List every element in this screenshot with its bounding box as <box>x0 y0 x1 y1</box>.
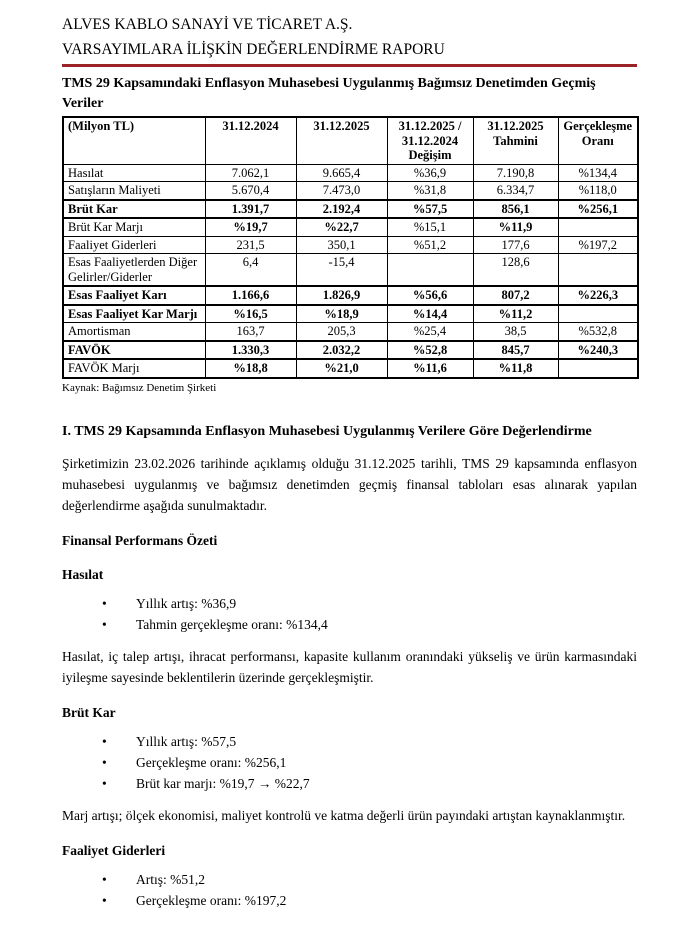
subsection-heading: Hasılat <box>62 566 104 582</box>
table-header-cell: Gerçekleşme Oranı <box>558 117 638 164</box>
document-header <box>62 12 637 62</box>
bullet-list <box>62 869 637 911</box>
financial-table-head <box>63 117 638 164</box>
value-cell: %11,6 <box>387 359 473 378</box>
value-cell: %18,8 <box>205 359 296 378</box>
value-cell: 6.334,7 <box>473 182 558 200</box>
table-row <box>63 236 638 254</box>
value-cell: 205,3 <box>296 323 387 341</box>
value-cell: %31,8 <box>387 182 473 200</box>
value-cell: 7.062,1 <box>205 164 296 182</box>
table-row <box>63 359 638 378</box>
value-cell: -15,4 <box>296 254 387 287</box>
value-cell: 7.190,8 <box>473 164 558 182</box>
value-cell: %14,4 <box>387 305 473 323</box>
value-cell: %51,2 <box>387 236 473 254</box>
table-header-cell: (Milyon TL) <box>63 117 205 164</box>
subsection-1 <box>62 565 637 688</box>
value-cell: 2.032,2 <box>296 341 387 360</box>
row-label-cell: Esas Faaliyet Karı <box>63 286 205 305</box>
value-cell <box>558 218 638 236</box>
value-cell: %25,4 <box>387 323 473 341</box>
company-name: ALVES KABLO SANAYİ VE TİCARET A.Ş. <box>62 16 353 33</box>
table-row <box>63 164 638 182</box>
table-row <box>63 218 638 236</box>
bullet-item: • Gerçekleşme oranı: %197,2 <box>102 890 637 911</box>
value-cell: %11,2 <box>473 305 558 323</box>
value-cell: 2.192,4 <box>296 200 387 219</box>
financial-table-body <box>63 164 638 378</box>
table-source-note: Kaynak: Bağımsız Denetim Şirketi <box>62 381 217 394</box>
row-label-cell: Esas Faaliyet Kar Marjı <box>63 305 205 323</box>
subsection-heading: Faaliyet Giderleri <box>62 842 166 858</box>
row-label-cell: Brüt Kar <box>63 200 205 219</box>
subsection-paragraph: Marj artışı; ölçek ekonomisi, maliyet kontrolü ve katma değerli ürün payındaki artıştan kaynaklanmıştır. <box>62 807 626 823</box>
row-label-cell: Satışların Maliyeti <box>63 182 205 200</box>
table-row <box>63 200 638 219</box>
row-label-cell: Esas Faaliyetlerden Diğer Gelirler/Giderler <box>63 254 205 287</box>
table-header-cell: 31.12.2025 / 31.12.2024 Değişim <box>387 117 473 164</box>
value-cell: %256,1 <box>558 200 638 219</box>
table-header-cell: 31.12.2025 <box>296 117 387 164</box>
value-cell: %197,2 <box>558 236 638 254</box>
value-cell: 1.330,3 <box>205 341 296 360</box>
section-1-paragraph: Şirketimizin 23.02.2026 tarihinde açıklamış olduğu 31.12.2025 tarihli, TMS 29 kapsamında enflasyon muhasebesi uygulanmış ve bağımsız denetimden geçmiş finansal tabloları esas alınarak yapılan değerlendirme aşağıda sunulmaktadır. <box>62 455 637 513</box>
red-divider <box>62 64 637 67</box>
value-cell: %57,5 <box>387 200 473 219</box>
row-label-cell: Hasılat <box>63 164 205 182</box>
value-cell: 7.473,0 <box>296 182 387 200</box>
value-cell: %15,1 <box>387 218 473 236</box>
value-cell: 1.166,6 <box>205 286 296 305</box>
value-cell: %11,9 <box>473 218 558 236</box>
bullet-item: • Yıllık artış: %36,9 <box>102 593 637 614</box>
bullet-list <box>62 731 637 794</box>
value-cell: 5.670,4 <box>205 182 296 200</box>
value-cell: 1.826,9 <box>296 286 387 305</box>
subsection-2 <box>62 703 637 826</box>
value-cell: 1.391,7 <box>205 200 296 219</box>
bullet-item: • Gerçekleşme oranı: %256,1 <box>102 752 637 773</box>
value-cell: 231,5 <box>205 236 296 254</box>
value-cell: 177,6 <box>473 236 558 254</box>
value-cell <box>558 254 638 287</box>
table-title: TMS 29 Kapsamındaki Enflasyon Muhasebesi Uygulanmış Bağımsız Denetimden Geçmiş Veriler <box>62 76 596 111</box>
bullet-item: • Tahmin gerçekleşme oranı: %134,4 <box>102 614 637 635</box>
bullet-item: • Yıllık artış: %57,5 <box>102 731 637 752</box>
value-cell: %36,9 <box>387 164 473 182</box>
value-cell: 350,1 <box>296 236 387 254</box>
table-row <box>63 182 638 200</box>
table-row <box>63 254 638 287</box>
value-cell: %226,3 <box>558 286 638 305</box>
table-header-row <box>63 117 638 164</box>
value-cell: 9.665,4 <box>296 164 387 182</box>
value-cell: 856,1 <box>473 200 558 219</box>
row-label-cell: Faaliyet Giderleri <box>63 236 205 254</box>
value-cell: %134,4 <box>558 164 638 182</box>
value-cell: 163,7 <box>205 323 296 341</box>
subsection-heading: Brüt Kar <box>62 704 116 720</box>
table-row <box>63 341 638 360</box>
value-cell: %240,3 <box>558 341 638 360</box>
value-cell: %16,5 <box>205 305 296 323</box>
value-cell <box>387 254 473 287</box>
row-label-cell: Brüt Kar Marjı <box>63 218 205 236</box>
value-cell: %18,9 <box>296 305 387 323</box>
bullet-list <box>62 593 637 635</box>
row-label-cell: FAVÖK <box>63 341 205 360</box>
summary-subsections <box>62 565 637 911</box>
financial-table <box>62 116 639 379</box>
subsection-3 <box>62 841 637 911</box>
table-row <box>63 286 638 305</box>
bullet-item: • Artış: %51,2 <box>102 869 637 890</box>
report-title: VARSAYIMLARA İLİŞKİN DEĞERLENDİRME RAPORU <box>62 41 445 58</box>
value-cell: %56,6 <box>387 286 473 305</box>
table-row <box>63 323 638 341</box>
value-cell: %532,8 <box>558 323 638 341</box>
value-cell <box>558 305 638 323</box>
value-cell: 128,6 <box>473 254 558 287</box>
value-cell: %21,0 <box>296 359 387 378</box>
financial-summary-heading: Finansal Performans Özeti <box>62 532 218 548</box>
value-cell: 6,4 <box>205 254 296 287</box>
value-cell: %22,7 <box>296 218 387 236</box>
value-cell: %118,0 <box>558 182 638 200</box>
bullet-item: • Brüt kar marjı: %19,7 → %22,7 <box>102 773 637 794</box>
table-header-cell: 31.12.2025 Tahmini <box>473 117 558 164</box>
subsection-paragraph: Hasılat, iç talep artışı, ihracat performansı, kapasite kullanım oranındaki yükseliş ve ürün karmasındaki iyileşme sayesinde beklentilerin üzerinde gerçekleşmiştir. <box>62 648 637 685</box>
value-cell: %19,7 <box>205 218 296 236</box>
value-cell: %52,8 <box>387 341 473 360</box>
row-label-cell: FAVÖK Marjı <box>63 359 205 378</box>
table-row <box>63 305 638 323</box>
row-label-cell: Amortisman <box>63 323 205 341</box>
section-1-heading: I. TMS 29 Kapsamında Enflasyon Muhasebesi Uygulanmış Verilere Göre Değerlendirme <box>62 423 592 439</box>
value-cell: %11,8 <box>473 359 558 378</box>
value-cell: 807,2 <box>473 286 558 305</box>
value-cell: 38,5 <box>473 323 558 341</box>
value-cell: 845,7 <box>473 341 558 360</box>
table-header-cell: 31.12.2024 <box>205 117 296 164</box>
value-cell <box>558 359 638 378</box>
